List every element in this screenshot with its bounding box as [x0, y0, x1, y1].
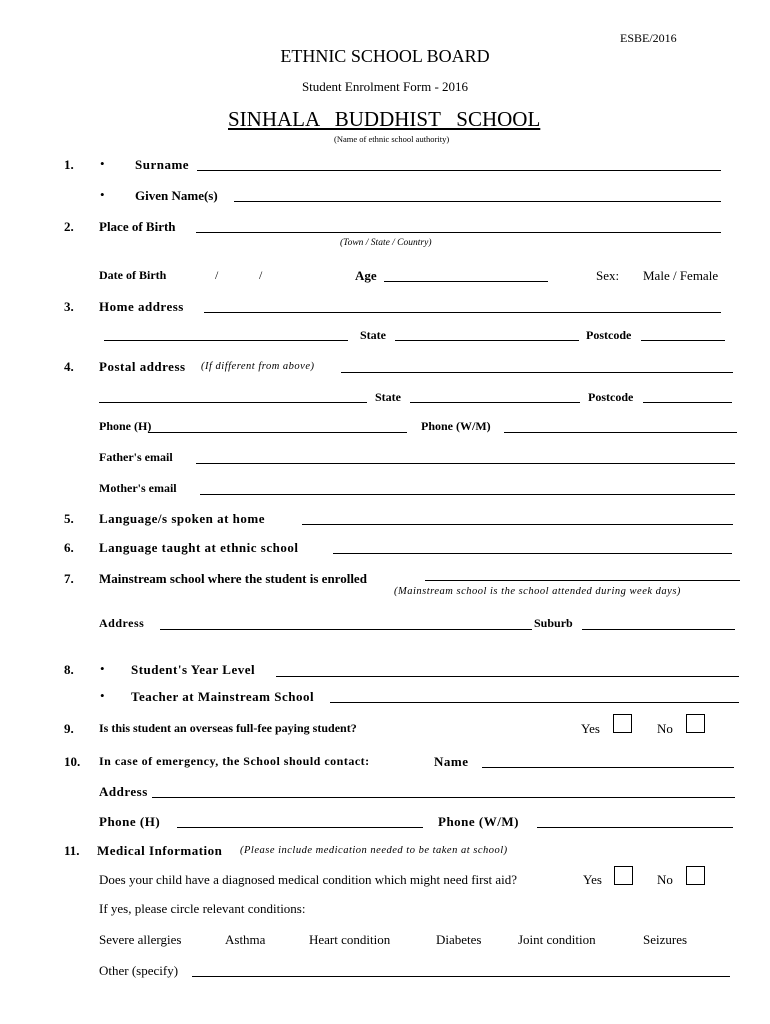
- home-language-label: Language/s spoken at home: [99, 511, 265, 526]
- home-state-label: State: [360, 328, 386, 342]
- condition-heart[interactable]: Heart condition: [309, 932, 391, 947]
- suburb-label: Suburb: [534, 616, 573, 630]
- form-subtitle: Student Enrolment Form - 2016: [301, 79, 469, 94]
- postal-postcode-field[interactable]: [643, 402, 732, 403]
- bullet: •: [100, 688, 105, 703]
- phone-home-label: Phone (H): [99, 419, 152, 433]
- condition-asthma[interactable]: Asthma: [225, 932, 266, 947]
- postal-address-field[interactable]: [341, 372, 733, 373]
- overseas-yes-checkbox[interactable]: [613, 714, 632, 733]
- condition-joint[interactable]: Joint condition: [518, 932, 596, 947]
- phone-work-label: Phone (W/M): [421, 419, 491, 433]
- phone-work-field[interactable]: [504, 432, 737, 433]
- board-title: ETHNIC SCHOOL BOARD: [280, 46, 490, 66]
- given-names-field[interactable]: [234, 201, 721, 202]
- place-of-birth-field[interactable]: [196, 232, 721, 233]
- mainstream-school-field[interactable]: [425, 580, 740, 581]
- surname-field[interactable]: [197, 170, 721, 171]
- circle-conditions-note: If yes, please circle relevant conditions:: [99, 901, 306, 916]
- overseas-yes-label: Yes: [581, 721, 600, 736]
- home-postcode-label: Postcode: [586, 328, 632, 342]
- mainstream-school-note: (Mainstream school is the school attended during week days): [394, 586, 681, 597]
- place-of-birth-label: Place of Birth: [99, 219, 176, 234]
- dob-slash: /: [259, 268, 263, 282]
- postal-address-line2[interactable]: [99, 402, 367, 403]
- surname-label: Surname: [135, 157, 190, 172]
- teacher-field[interactable]: [330, 702, 739, 703]
- school-name-note: (Name of ethnic school authority): [334, 134, 450, 144]
- medical-info-note: (Please include medication needed to be taken at school): [240, 845, 508, 856]
- bullet: •: [100, 156, 105, 171]
- emergency-phone-home-label: Phone (H): [99, 814, 161, 829]
- medical-yes-checkbox[interactable]: [614, 866, 633, 885]
- given-names-label: Given Name(s): [135, 188, 218, 203]
- date-of-birth-label: Date of Birth: [99, 268, 167, 282]
- bullet: •: [100, 661, 105, 676]
- mainstream-school-label: Mainstream school where the student is enrolled: [99, 571, 367, 586]
- home-state-field[interactable]: [395, 340, 579, 341]
- emergency-phone-work-label: Phone (W/M): [438, 814, 519, 829]
- q10-number: 10.: [64, 754, 81, 769]
- condition-seizures[interactable]: Seizures: [643, 932, 688, 947]
- postal-state-field[interactable]: [410, 402, 580, 403]
- q6-number: 6.: [64, 540, 74, 555]
- q3-number: 3.: [64, 299, 74, 314]
- emergency-phone-work-field[interactable]: [537, 827, 733, 828]
- dob-slash: /: [215, 268, 219, 282]
- home-address-label: Home address: [99, 299, 184, 314]
- overseas-no-checkbox[interactable]: [686, 714, 705, 733]
- q5-number: 5.: [64, 511, 74, 526]
- mother-email-label: Mother's email: [99, 481, 177, 495]
- place-of-birth-note: (Town / State / Country): [340, 238, 432, 248]
- suburb-field[interactable]: [582, 629, 735, 630]
- phone-home-field[interactable]: [148, 432, 407, 433]
- taught-language-label: Language taught at ethnic school: [99, 540, 299, 555]
- q2-number: 2.: [64, 219, 74, 234]
- father-email-field[interactable]: [196, 463, 735, 464]
- sex-options[interactable]: Male / Female: [643, 268, 719, 283]
- q4-number: 4.: [64, 359, 74, 374]
- postal-postcode-label: Postcode: [588, 390, 634, 404]
- age-field[interactable]: [384, 281, 548, 282]
- school-address-field[interactable]: [160, 629, 532, 630]
- postal-address-note: (If different from above): [201, 361, 315, 372]
- q9-number: 9.: [64, 721, 74, 736]
- postal-address-label: Postal address: [99, 359, 186, 374]
- emergency-address-field[interactable]: [152, 797, 735, 798]
- school-address-label: Address: [99, 616, 145, 630]
- home-address-line2[interactable]: [104, 340, 348, 341]
- age-label: Age: [355, 268, 377, 283]
- q1-number: 1.: [64, 157, 74, 172]
- medical-no-label: No: [657, 872, 673, 887]
- condition-severe-allergies[interactable]: Severe allergies: [99, 932, 182, 947]
- overseas-student-question: Is this student an overseas full-fee paying student?: [99, 721, 357, 735]
- mother-email-field[interactable]: [200, 494, 735, 495]
- emergency-phone-home-field[interactable]: [177, 827, 423, 828]
- school-name: SINHALA BUDDHIST SCHOOL: [228, 107, 541, 131]
- form-code: ESBE/2016: [620, 31, 677, 45]
- bullet: •: [100, 187, 105, 202]
- year-level-label: Student's Year Level: [131, 662, 256, 677]
- postal-state-label: State: [375, 390, 401, 404]
- home-address-field[interactable]: [204, 312, 721, 313]
- medical-no-checkbox[interactable]: [686, 866, 705, 885]
- emergency-name-field[interactable]: [482, 767, 734, 768]
- q7-number: 7.: [64, 571, 74, 586]
- other-condition-label: Other (specify): [99, 963, 179, 978]
- medical-condition-question: Does your child have a diagnosed medical condition which might need first aid?: [99, 872, 518, 887]
- condition-diabetes[interactable]: Diabetes: [436, 932, 482, 947]
- teacher-label: Teacher at Mainstream School: [131, 689, 315, 704]
- medical-yes-label: Yes: [583, 872, 602, 887]
- q8-number: 8.: [64, 662, 74, 677]
- emergency-name-label: Name: [434, 754, 469, 769]
- home-postcode-field[interactable]: [641, 340, 725, 341]
- other-condition-field[interactable]: [192, 976, 730, 977]
- medical-info-label: Medical Information: [97, 843, 223, 858]
- taught-language-field[interactable]: [333, 553, 732, 554]
- q11-number: 11.: [64, 843, 80, 858]
- overseas-no-label: No: [657, 721, 673, 736]
- emergency-contact-label: In case of emergency, the School should contact:: [99, 754, 370, 768]
- father-email-label: Father's email: [99, 450, 173, 464]
- home-language-field[interactable]: [302, 524, 733, 525]
- emergency-address-label: Address: [99, 784, 148, 799]
- sex-label: Sex:: [596, 268, 620, 283]
- year-level-field[interactable]: [276, 676, 739, 677]
